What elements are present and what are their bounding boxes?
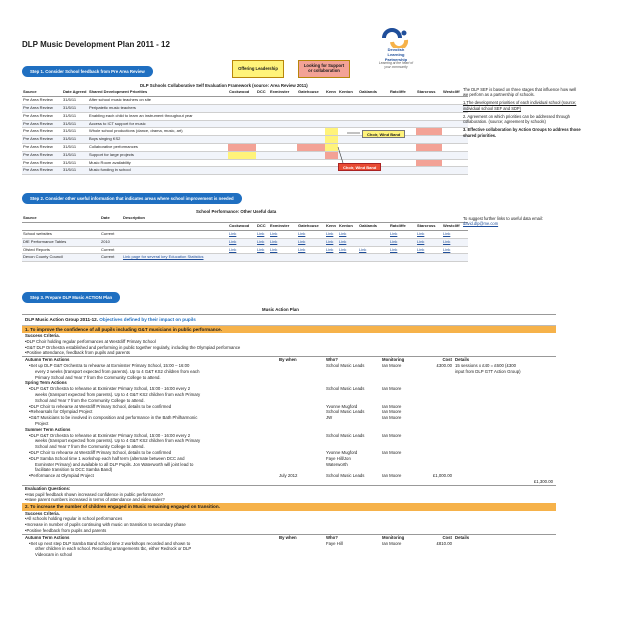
perf-link[interactable]: Link bbox=[389, 238, 416, 246]
perf-desc-link[interactable]: Link page for several key Education Statistics bbox=[122, 254, 228, 262]
sef-school-cell bbox=[297, 128, 325, 136]
perf-link[interactable] bbox=[325, 254, 338, 262]
perf-link[interactable]: Link bbox=[389, 246, 416, 254]
sef-school-cell bbox=[228, 144, 256, 152]
perf-link[interactable]: Link bbox=[269, 231, 297, 239]
sef-school-cell bbox=[256, 120, 269, 128]
sef-school-cell bbox=[442, 167, 468, 175]
sef-table-title: DLP Schools Collaborative Self Evaluation Framework (source: Area Review 2011) bbox=[140, 83, 308, 88]
total-cost: £1,300.00 bbox=[533, 478, 553, 484]
spring-action-2: •DLP Choir to rehearse at Westcliff Primary School, details to be confirmed Yvonne Mugford Ian Moore bbox=[29, 403, 402, 409]
perf-link[interactable] bbox=[228, 254, 256, 262]
perf-col-spacer bbox=[256, 215, 269, 223]
perf-row bbox=[22, 238, 468, 246]
sef-school-cell bbox=[325, 167, 338, 175]
sef-school-cell bbox=[389, 105, 416, 113]
sef-school-cell bbox=[389, 112, 416, 120]
sef-col-header: Ratcliffe bbox=[389, 89, 416, 97]
perf-date: Current bbox=[100, 246, 122, 254]
sef-note-1: 1.The development priorities of each individual school (source; individual school SEF and SDP) bbox=[463, 100, 577, 111]
sef-school-cell bbox=[297, 144, 325, 152]
perf-table bbox=[22, 215, 468, 262]
callout-arrows bbox=[325, 125, 365, 165]
perf-link[interactable]: Link bbox=[297, 246, 325, 254]
action-plan bbox=[22, 314, 556, 558]
sef-school-cell bbox=[256, 151, 269, 159]
perf-col-spacer bbox=[100, 223, 122, 231]
sef-school-cell bbox=[228, 97, 256, 105]
perf-link[interactable]: Link bbox=[297, 231, 325, 239]
sef-col-header: DCC bbox=[256, 89, 269, 97]
sef-school-cell bbox=[297, 120, 325, 128]
sef-school-cell bbox=[338, 105, 358, 113]
sef-school-cell bbox=[416, 112, 442, 120]
sef-school-cell bbox=[269, 112, 297, 120]
perf-link[interactable]: Link bbox=[442, 231, 468, 239]
sef-source: Pre Area Review bbox=[22, 128, 62, 136]
step1-label: Step 1. Consider School feedback from Pre Area Review bbox=[22, 66, 153, 77]
sef-col-header: Kenn bbox=[325, 89, 338, 97]
perf-link[interactable] bbox=[256, 254, 269, 262]
sef-source: Pre Area Review bbox=[22, 144, 62, 152]
sef-school-cell bbox=[256, 167, 269, 175]
perf-link[interactable]: Link bbox=[269, 238, 297, 246]
perf-link[interactable]: Link bbox=[228, 246, 256, 254]
perf-school-row bbox=[22, 223, 468, 231]
sef-school-cell bbox=[256, 136, 269, 144]
sef-col-header: Westcliff bbox=[442, 89, 468, 97]
perf-col-spacer bbox=[122, 223, 228, 231]
perf-col-spacer bbox=[228, 215, 256, 223]
sef-row bbox=[22, 151, 468, 159]
sef-school-cell bbox=[269, 97, 297, 105]
sef-school-cell bbox=[442, 159, 468, 167]
sef-col-header: Exminster bbox=[269, 89, 297, 97]
sef-school-cell bbox=[389, 159, 416, 167]
sef-source: Pre Area Review bbox=[22, 120, 62, 128]
logo-tagline2: your community bbox=[384, 65, 408, 70]
perf-col-spacer bbox=[22, 223, 100, 231]
sef-school-cell bbox=[256, 128, 269, 136]
summer-header: Summer Term Actions bbox=[25, 426, 71, 432]
perf-link[interactable]: Link bbox=[325, 238, 338, 246]
sef-date: 31/5/11 bbox=[62, 112, 88, 120]
spring-action-3: •Rehearsals for Olympiad Project School Music Leads Ian Moore bbox=[29, 409, 402, 415]
perf-link[interactable]: Link bbox=[256, 238, 269, 246]
perf-row bbox=[22, 254, 468, 262]
evaluation-heading: Evaluation Questions: bbox=[22, 485, 556, 492]
perf-col-spacer bbox=[338, 215, 358, 223]
sef-source: Pre Area Review bbox=[22, 112, 62, 120]
perf-link[interactable] bbox=[358, 254, 389, 262]
sef-col-header: Oaklands bbox=[358, 89, 389, 97]
perf-link[interactable]: Link bbox=[228, 231, 256, 239]
perf-col-header: Description bbox=[122, 215, 228, 223]
perf-col-spacer bbox=[358, 215, 389, 223]
group-head: DLP Music Action Group 2011-12. Objectives defined by their impact on pupils bbox=[22, 314, 556, 326]
sef-school-cell bbox=[338, 112, 358, 120]
key-looking-support bbox=[298, 60, 350, 78]
group-sub: Objectives defined by their impact on pupils bbox=[99, 317, 196, 322]
sef-school-cell bbox=[358, 105, 389, 113]
perf-link[interactable] bbox=[358, 238, 389, 246]
sef-row bbox=[22, 97, 468, 105]
success-criteria-1: Success Criteria. bbox=[25, 333, 60, 338]
perf-link[interactable] bbox=[269, 254, 297, 262]
summer-action-1: •DLP G&T Orchestra to rehearse at Exminster Primary School, 15:00 - 16:00 every 2 weeks (transport expected from parents). Up to 4 G&T KS2 children from each Primary School and Year 7 from the Community College to attend. School Music Leads Ian Moore bbox=[29, 432, 402, 450]
sef-row bbox=[22, 112, 468, 120]
sef-school-cell bbox=[269, 144, 297, 152]
sef-row bbox=[22, 120, 468, 128]
perf-school-header: Kenn bbox=[325, 223, 338, 231]
sef-date: 31/5/11 bbox=[62, 151, 88, 159]
perf-school-header: Oaklands bbox=[358, 223, 389, 231]
sef-priority: Music Room availability bbox=[88, 159, 228, 167]
spring-header: Spring Term Actions bbox=[25, 380, 67, 386]
sef-school-cell bbox=[389, 167, 416, 175]
sef-date: 31/5/11 bbox=[62, 97, 88, 105]
perf-link[interactable]: Link bbox=[358, 246, 389, 254]
perf-school-header: Gatehouse bbox=[297, 223, 325, 231]
sef-col-header: Cockwood bbox=[228, 89, 256, 97]
step3-label: Step 3. Prepare DLP Music ACTION Plan bbox=[22, 292, 120, 303]
sef-date: 31/5/11 bbox=[62, 128, 88, 136]
logo-line1: Devolish bbox=[387, 47, 405, 52]
perf-link[interactable]: Link bbox=[338, 246, 358, 254]
sef-priority: Collaborative performances bbox=[88, 144, 228, 152]
sef-school-cell bbox=[256, 105, 269, 113]
perf-date: 2010 bbox=[100, 238, 122, 246]
sef-school-cell bbox=[416, 128, 442, 136]
perf-link[interactable]: Link bbox=[338, 231, 358, 239]
sef-school-cell bbox=[228, 128, 256, 136]
spring-action-1: •DLP G&T Orchestra to rehearse at Exminster Primary School, 15:00 - 16:00 every 2 weeks (transport expected from parents). Up to 4 G&T KS2 children from each Primary School and Year 7 from the Community College to attend. School Music Leads Ian Moore bbox=[29, 386, 402, 403]
sef-school-cell bbox=[256, 144, 269, 152]
perf-link[interactable] bbox=[297, 254, 325, 262]
perf-row bbox=[22, 231, 468, 239]
perf-link[interactable] bbox=[416, 254, 442, 262]
page-title: DLP Music Development Plan 2011 - 12 bbox=[22, 40, 170, 49]
sef-priority: Whole school productions (dance, drama, music, art) bbox=[88, 128, 228, 136]
sef-note-0: The DLP SEF is based on three stages that influence how well we perform as a partnership of schools. bbox=[463, 87, 577, 98]
sef-school-cell bbox=[228, 136, 256, 144]
eval-q0: •Has pupil feedback shown increased confidence in public performance? bbox=[25, 491, 164, 497]
sef-school-cell bbox=[269, 128, 297, 136]
summer-action-3: •DLP Samba School time 1 workshop each half term (alternate between DCC and Exminster Primary) and available to all DLP Pupils. Jon Waterworth will joint lead to facilitate transition to DCC Samba Band) Faye Hill/Jon Waterworth bbox=[29, 455, 351, 473]
sef-school-cell bbox=[228, 151, 256, 159]
perf-link[interactable]: Link bbox=[325, 246, 338, 254]
logo-line3: Partnership bbox=[384, 56, 408, 62]
step2-label: Step 2. Consider other useful information that indicates areas where school improvement is needed bbox=[22, 193, 242, 204]
perf-col-header: Source bbox=[22, 215, 100, 223]
sef-school-cell bbox=[297, 97, 325, 105]
sef-school-cell bbox=[416, 167, 442, 175]
logo-line2: Learning bbox=[387, 51, 405, 57]
perf-table-title: School Performance: Other Useful data bbox=[196, 209, 277, 214]
summer-action-2: •DLP Choir to rehearse at Westcliff Primary School, details to be confirmed Yvonne Mugford Ian Moore bbox=[29, 449, 402, 455]
perf-link[interactable]: Link bbox=[228, 238, 256, 246]
suggest-email-link[interactable]: david.dlp@me.com bbox=[463, 221, 499, 227]
summer-action-4: •Performance at Olympiad Project July 2012 School Music Leads Ian Moore £1,000.00 bbox=[29, 473, 452, 479]
sef-school-cell bbox=[228, 105, 256, 113]
sef-col-header: Kenton bbox=[338, 89, 358, 97]
sef-row bbox=[22, 167, 468, 175]
crit2-1: •Increase in number of pupils continuing with music on transition to secondary phase bbox=[25, 522, 186, 528]
sef-school-cell bbox=[256, 97, 269, 105]
perf-school-header: DCC bbox=[256, 223, 269, 231]
sef-school-cell bbox=[297, 136, 325, 144]
sef-row bbox=[22, 105, 468, 113]
sef-school-cell bbox=[358, 112, 389, 120]
crit1-0: •DLP Choir holding regular performances at Westcliff Primary School bbox=[25, 338, 156, 344]
sef-school-cell bbox=[442, 144, 468, 152]
sef-priority: Enabling each child to learn an instrument throughout year bbox=[88, 112, 228, 120]
sef-date: 31/5/11 bbox=[62, 167, 88, 175]
sef-source: Pre Area Review bbox=[22, 97, 62, 105]
crit2-2: •Positive feedback from pupils and parents bbox=[25, 528, 107, 533]
key-support-line2: or collaboration bbox=[308, 68, 340, 73]
perf-source: Ofsted Reports bbox=[22, 246, 100, 254]
sef-date: 31/5/11 bbox=[62, 105, 88, 113]
sef-col-header: Starcross bbox=[416, 89, 442, 97]
eval-q1: •Have parent numbers increased in terms of attendance and video sales? bbox=[25, 497, 165, 503]
sef-date: 31/5/11 bbox=[62, 120, 88, 128]
sef-school-cell bbox=[269, 151, 297, 159]
sef-school-cell bbox=[325, 97, 338, 105]
sef-school-cell bbox=[416, 159, 442, 167]
perf-school-header: Exminster bbox=[269, 223, 297, 231]
sef-school-cell bbox=[416, 136, 442, 144]
sef-school-cell bbox=[269, 159, 297, 167]
autumn-action-1: •Set up DLP G&T Orchestra to rehearse at Exminster Primary School, 15:00 – 16:00 every 2 weeks (transport expected from parents). Up to 4 G&T KS2 children from each Primary School and Year 7 from the Community College to attend. School Music Leads Ian Moore £300.00 15 sessions x £40 = £600 (£300 input from DLP G7T Action Group) bbox=[29, 362, 521, 380]
autumn-header-2: Autumn Term Actions By when Who? Monitoring Cost Details bbox=[22, 534, 556, 541]
sef-school-cell bbox=[297, 159, 325, 167]
perf-school-header: Westcliff bbox=[442, 223, 468, 231]
sef-school-cell bbox=[228, 159, 256, 167]
sef-school-cell bbox=[256, 112, 269, 120]
perf-link[interactable]: Link bbox=[416, 246, 442, 254]
sef-priority: Support for large projects bbox=[88, 151, 228, 159]
sef-header-row bbox=[22, 89, 468, 97]
sef-school-cell bbox=[256, 159, 269, 167]
sef-school-cell bbox=[416, 97, 442, 105]
sef-school-cell bbox=[442, 151, 468, 159]
sef-priority: Peripatetic music teachers bbox=[88, 105, 228, 113]
dlp-logo bbox=[370, 28, 422, 74]
objective-2: 2. To increase the number of children engaged in Music remaining engaged on transition. bbox=[22, 503, 556, 511]
sef-priority: Boys singing KS2 bbox=[88, 136, 228, 144]
sef-school-cell bbox=[297, 167, 325, 175]
sef-school-cell bbox=[389, 151, 416, 159]
plan-title: Music Action Plan bbox=[262, 307, 299, 312]
sef-col-header: Date Agreed bbox=[62, 89, 88, 97]
logo-tagline1: Learning at the heart of bbox=[378, 61, 414, 66]
crit2-0: •All schools holding regular in school performances bbox=[25, 516, 123, 522]
perf-link[interactable] bbox=[389, 254, 416, 262]
sef-date: 31/5/11 bbox=[62, 159, 88, 167]
sef-school-cell bbox=[269, 120, 297, 128]
perf-row bbox=[22, 246, 468, 254]
perf-source: DfE Performance Tables bbox=[22, 238, 100, 246]
sef-school-cell bbox=[297, 112, 325, 120]
perf-col-spacer bbox=[389, 215, 416, 223]
sef-school-cell bbox=[269, 105, 297, 113]
perf-link[interactable]: Link bbox=[389, 231, 416, 239]
perf-school-header: Starcross bbox=[416, 223, 442, 231]
sef-date: 31/5/11 bbox=[62, 136, 88, 144]
sef-priority: Music funding in school bbox=[88, 167, 228, 175]
perf-school-header: Ratcliffe bbox=[389, 223, 416, 231]
perf-link[interactable]: Link bbox=[256, 231, 269, 239]
perf-col-spacer bbox=[297, 215, 325, 223]
sef-school-cell bbox=[389, 120, 416, 128]
sef-row bbox=[22, 144, 468, 152]
suggest-text: To suggest further links to useful data email: bbox=[463, 216, 543, 221]
sef-school-cell bbox=[297, 105, 325, 113]
perf-link[interactable]: Link bbox=[442, 246, 468, 254]
sef-school-cell bbox=[325, 112, 338, 120]
sef-source: Pre Area Review bbox=[22, 159, 62, 167]
autumn2-action-1: •Set up next step DLP Samba Band school time 2 workshops recorded and shown to other children in each school. Recording arrangements tbc, either Redrock or DLP Videocam in school Faye Hill Ian Moore £810.00 bbox=[29, 540, 452, 558]
perf-desc-link[interactable] bbox=[122, 231, 228, 239]
perf-desc-link[interactable] bbox=[122, 238, 228, 246]
sef-school-cell bbox=[269, 136, 297, 144]
perf-col-header: Date bbox=[100, 215, 122, 223]
key-support-line1: Looking for Support bbox=[303, 63, 345, 69]
perf-link[interactable]: Link bbox=[416, 231, 442, 239]
perf-link[interactable] bbox=[338, 254, 358, 262]
objective-1: 1. To improve the confidence of all pupils including G&T musicians in public performance. bbox=[22, 326, 556, 334]
perf-link[interactable]: Link bbox=[416, 238, 442, 246]
perf-link[interactable]: Link bbox=[297, 238, 325, 246]
sef-col-header: Gatehouse bbox=[297, 89, 325, 97]
sef-school-cell bbox=[228, 167, 256, 175]
sef-school-cell bbox=[416, 144, 442, 152]
perf-desc-link[interactable] bbox=[122, 246, 228, 254]
crit1-2: •Positive attendance, feedback from pupils and parents bbox=[25, 350, 130, 356]
callout-choir-red: Choir, Wind Band bbox=[338, 163, 381, 171]
perf-school-header: Kenton bbox=[338, 223, 358, 231]
sef-notes bbox=[463, 87, 581, 138]
perf-link[interactable]: Link bbox=[325, 231, 338, 239]
sef-priority: Access to ICT support for music bbox=[88, 120, 228, 128]
perf-link[interactable]: Link bbox=[442, 238, 468, 246]
sef-note-2: 2. Agreement on which priorities can be addressed through collaboration. (source; agreement by schools) bbox=[463, 113, 570, 125]
sef-col-header: Source bbox=[22, 89, 62, 97]
perf-date: Current bbox=[100, 254, 122, 262]
sef-note-3: 3. Effective collaboration by Action Groups to address those shared priorities. bbox=[463, 127, 581, 138]
spring-action-4: •G&T Musicians to be involved in composition and performance in the Bath Philharmonic Project JW Ian Moore bbox=[29, 415, 402, 426]
sef-source: Pre Area Review bbox=[22, 136, 62, 144]
sef-school-cell bbox=[297, 151, 325, 159]
sef-school-cell bbox=[228, 112, 256, 120]
perf-link[interactable]: Link bbox=[269, 246, 297, 254]
sef-school-cell bbox=[416, 105, 442, 113]
perf-source: Devon County Council bbox=[22, 254, 100, 262]
key-offering-leadership: Offering Leadership bbox=[232, 60, 284, 78]
autumn-header: Autumn Term Actions By when Who? Monitoring Cost Details bbox=[22, 356, 556, 363]
sef-school-cell bbox=[416, 120, 442, 128]
dlp-logo-icon bbox=[378, 28, 414, 48]
sef-school-cell bbox=[269, 167, 297, 175]
sef-source: Pre Area Review bbox=[22, 167, 62, 175]
perf-link[interactable]: Link bbox=[256, 246, 269, 254]
perf-link[interactable] bbox=[358, 231, 389, 239]
success-criteria-2: Success Criteria. bbox=[25, 510, 60, 516]
sef-school-cell bbox=[338, 97, 358, 105]
sef-school-cell bbox=[228, 120, 256, 128]
perf-date: Current bbox=[100, 231, 122, 239]
sef-priority: After school music teachers on site bbox=[88, 97, 228, 105]
crit1-1: •G&T DLP Orchestra established and performing in public together regularly, including the Olympiad performance bbox=[25, 344, 241, 350]
sef-source: Pre Area Review bbox=[22, 151, 62, 159]
sef-school-cell bbox=[358, 97, 389, 105]
perf-school-header: Cockwood bbox=[228, 223, 256, 231]
callout-choir-yellow: Choir, Wind Band bbox=[362, 130, 405, 138]
suggest-links bbox=[463, 216, 581, 226]
perf-col-spacer bbox=[325, 215, 338, 223]
sef-source: Pre Area Review bbox=[22, 105, 62, 113]
sef-school-cell bbox=[325, 105, 338, 113]
sef-school-cell bbox=[389, 97, 416, 105]
perf-source: School websites bbox=[22, 231, 100, 239]
sef-date: 31/5/11 bbox=[62, 144, 88, 152]
perf-link[interactable] bbox=[442, 254, 468, 262]
sef-col-header: Shared Development Priorities bbox=[88, 89, 228, 97]
perf-col-spacer bbox=[416, 215, 442, 223]
perf-header-row bbox=[22, 215, 468, 223]
perf-link[interactable]: Link bbox=[338, 238, 358, 246]
perf-col-spacer bbox=[269, 215, 297, 223]
sef-school-cell bbox=[389, 144, 416, 152]
sef-row bbox=[22, 159, 468, 167]
sef-school-cell bbox=[416, 151, 442, 159]
